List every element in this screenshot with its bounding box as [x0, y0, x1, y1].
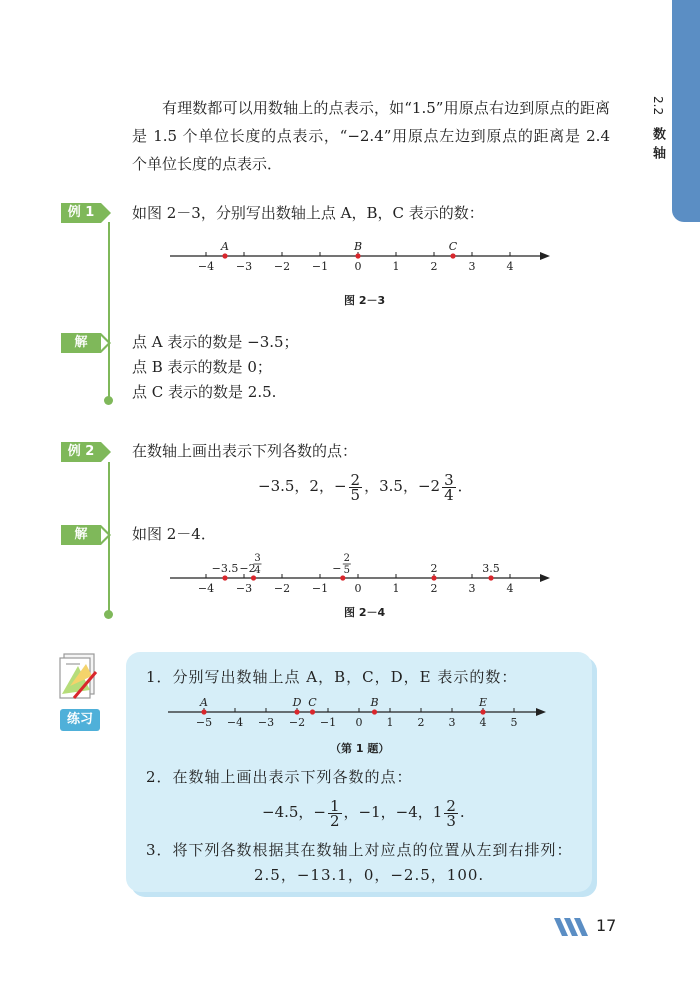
exercise-q2-number-list: −4.5，− $\frac{1}{2}$ ，−1，−4，1 $\frac{2}{3}$ .	[262, 796, 465, 830]
point-marker	[294, 709, 299, 714]
tick-label: −1	[319, 716, 337, 729]
exercise-notebook-icon	[56, 646, 104, 706]
tick-label: 4	[479, 716, 487, 729]
exercise-q3-numbers: 2.5，−13.1，0，−2.5，100.	[254, 866, 485, 884]
example2-number-list	[258, 466, 473, 506]
point-label: −	[332, 562, 342, 575]
tick-label: 4	[506, 582, 514, 595]
figure-2-3-caption: 图 2－3	[344, 294, 386, 307]
tick-label: −3	[257, 716, 275, 729]
solution1-answer-b: 点 B 表示的数是 0；	[132, 358, 272, 376]
point-marker	[372, 709, 377, 714]
exercise-badge: 练习	[60, 709, 100, 731]
tick-label: 2	[430, 582, 438, 595]
example2-numbers-part2: ，3.5，−2	[364, 477, 441, 495]
tick-label: 1	[392, 582, 400, 595]
example2-numbers-part3: ．	[457, 477, 473, 495]
point-label: −3.5	[211, 562, 239, 575]
example1-guide-dot	[104, 396, 113, 405]
tick-label: 4	[506, 260, 514, 273]
intro-paragraph: 有理数都可以用数轴上的点表示，如“1.5”用原点右边到原点的距离是 1.5 个单位长度的点表示，“−2.4”用原点左边到原点的距离是 2.4 个单位长度的点表示．	[132, 99, 610, 173]
tick-label: 1	[386, 716, 394, 729]
point-label: C	[308, 696, 317, 709]
tick-label: −4	[197, 260, 215, 273]
fraction-three-quarters: $\frac{3}{4}$	[444, 470, 454, 504]
point-label-fraction-num: 2	[343, 553, 350, 564]
axis-arrow	[540, 252, 550, 260]
tick-label: 1	[392, 260, 400, 273]
tick-label: −4	[197, 582, 215, 595]
point-label-fraction-num: 3	[254, 553, 261, 564]
tick-label: 3	[468, 260, 476, 273]
example2-badge-arrow	[101, 442, 111, 462]
point-marker	[488, 575, 493, 580]
point-marker	[355, 253, 360, 258]
figure-2-3-number-line	[170, 238, 560, 278]
point-marker	[340, 575, 345, 580]
tick-label: −3	[235, 582, 253, 595]
example2-numbers-part1: −3.5，2，−	[258, 477, 347, 495]
solution2-text: 如图 2－4．	[132, 525, 216, 543]
tick-label: 0	[354, 260, 362, 273]
exercise-q3: 3．将下列各数根据其在数轴上对应点的位置从左到右排列：	[146, 841, 573, 859]
tick-label: 3	[448, 716, 456, 729]
tick-label: 2	[417, 716, 425, 729]
fraction-two-thirds: $\frac{2}{3}$	[446, 796, 456, 830]
fraction-two-fifths: $\frac{2}{5}$	[350, 470, 361, 504]
point-label: A	[200, 696, 208, 709]
tick-label: 0	[355, 716, 363, 729]
point-marker	[222, 575, 227, 580]
point-label: B	[370, 696, 379, 709]
point-label: 2	[430, 562, 438, 575]
tick-label: −1	[311, 582, 329, 595]
point-label: −2	[239, 562, 256, 575]
point-marker	[480, 709, 485, 714]
example2-guide-dot	[104, 610, 113, 619]
example2-badge: 例 2	[61, 442, 101, 462]
figure-2-4-number-line	[170, 548, 560, 598]
solution1-badge-arrow-inner	[101, 336, 108, 350]
solution2-badge: 解	[61, 525, 101, 545]
point-marker	[431, 575, 436, 580]
example1-guide-line	[108, 222, 110, 400]
point-label: A	[221, 240, 229, 253]
section-title: 数轴	[650, 127, 665, 166]
tick-label: −2	[273, 260, 291, 273]
exercise-q1-number-line	[168, 692, 552, 732]
page-number: 17	[596, 916, 617, 935]
fraction-one-half: $\frac{1}{2}$	[330, 796, 340, 830]
tick-label: 3	[468, 582, 476, 595]
tick-label: −2	[288, 716, 306, 729]
point-label: B	[353, 240, 363, 253]
tick-label: −3	[235, 260, 253, 273]
section-number: 2.2	[651, 96, 665, 116]
point-label: D	[292, 696, 302, 709]
tick-label: 5	[510, 716, 518, 729]
point-marker	[251, 575, 256, 580]
point-label: E	[478, 696, 488, 709]
example1-question: 如图 2－3，分别写出数轴上点 A，B，C 表示的数：	[132, 204, 484, 222]
solution2-badge-arrow-inner	[101, 528, 108, 542]
exercise-q1: 1．分别写出数轴上点 A，B，C，D，E 表示的数：	[146, 668, 518, 686]
axis-arrow	[536, 708, 546, 716]
side-tab-label	[650, 96, 668, 165]
point-marker	[222, 253, 227, 258]
solution1-answer-c: 点 C 表示的数是 2.5.	[132, 383, 277, 401]
tick-label: −5	[195, 716, 213, 729]
point-label: C	[448, 240, 458, 253]
chapter-side-tab	[672, 0, 700, 222]
figure-2-4-caption: 图 2－4	[344, 606, 386, 619]
example2-question: 在数轴上画出表示下列各数的点：	[132, 442, 358, 460]
page-stripes-icon	[552, 916, 592, 938]
tick-label: −4	[226, 716, 244, 729]
tick-label: −2	[273, 582, 291, 595]
solution1-answer-a: 点 A 表示的数是 −3.5；	[132, 333, 299, 351]
point-marker	[310, 709, 315, 714]
exercise-q2: 2．在数轴上画出表示下列各数的点：	[146, 768, 413, 786]
solution1-badge: 解	[61, 333, 101, 353]
tick-label: −1	[311, 260, 329, 273]
tick-label: 0	[354, 582, 362, 595]
point-marker	[450, 253, 455, 258]
tick-label: 2	[430, 260, 438, 273]
example1-badge: 例 1	[61, 203, 101, 223]
point-label: 3.5	[482, 562, 500, 575]
point-marker	[201, 709, 206, 714]
point-label-fraction-den: 5	[343, 565, 350, 576]
point-label-fraction-den: 4	[254, 565, 261, 576]
exercise-q1-caption: （第 1 题）	[330, 742, 390, 755]
axis-arrow	[540, 574, 550, 582]
example1-badge-arrow	[101, 203, 111, 223]
